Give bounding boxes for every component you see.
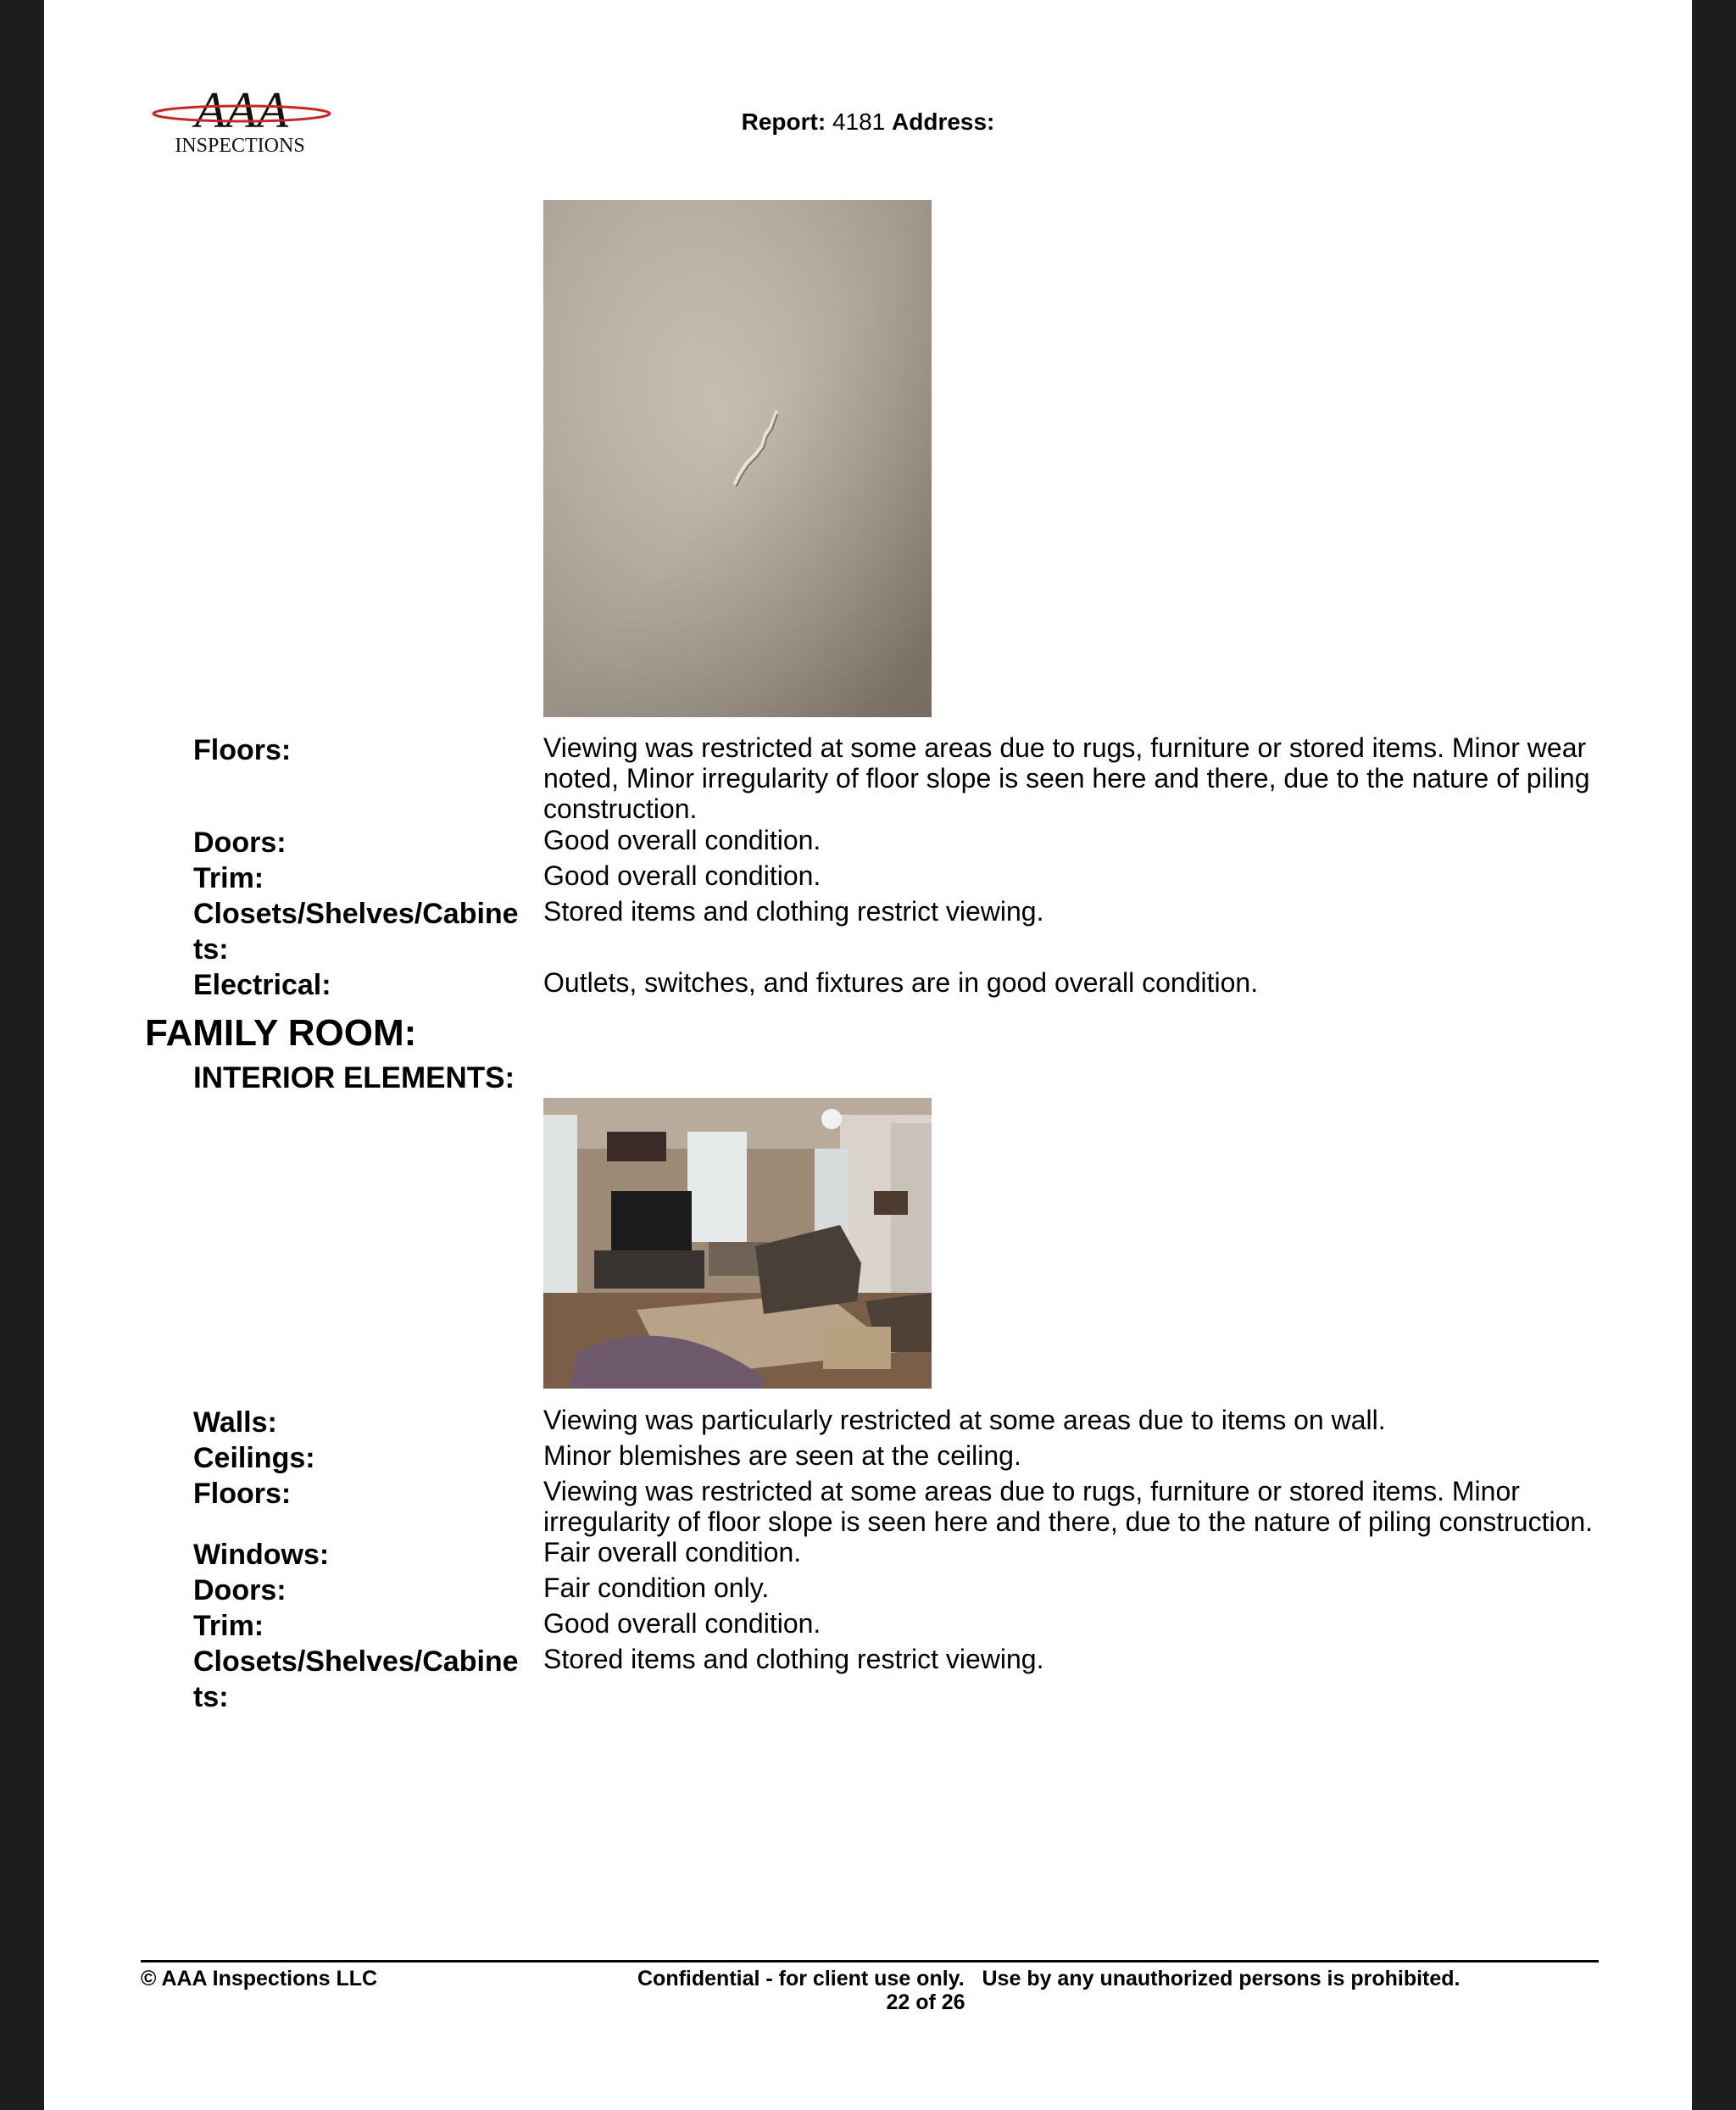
closets-label: Closets/Shelves/Cabine ts: — [193, 898, 519, 966]
family-trim-label: Trim: — [193, 1610, 264, 1642]
electrical-label: Electrical: — [193, 969, 331, 1001]
doors-value: Good overall condition. — [543, 825, 821, 855]
doors-label: Doors: — [193, 827, 287, 859]
trim-label: Trim: — [193, 862, 264, 894]
family-room-title: FAMILY ROOM: — [145, 1012, 417, 1054]
footer-confidential: Confidential - for client use only. Use by any unauthorized persons is prohibited. — [637, 1967, 1461, 1990]
family-doors-label: Doors: — [193, 1574, 287, 1606]
windows-value: Fair overall condition. — [543, 1537, 802, 1567]
electrical-value: Outlets, switches, and fixtures are in good overall condition. — [543, 967, 1259, 998]
trim-value: Good overall condition. — [543, 860, 821, 891]
report-label: Report: — [741, 109, 826, 135]
floors-label: Floors: — [193, 734, 292, 766]
family-trim-value: Good overall condition. — [543, 1608, 821, 1639]
footer-divider — [141, 1960, 1599, 1962]
windows-label: Windows: — [193, 1539, 330, 1571]
family-closets-value: Stored items and clothing restrict viewing. — [543, 1644, 1044, 1674]
report-number: 4181 — [832, 109, 886, 135]
address-label: Address: — [892, 109, 995, 135]
footer-copyright: © AAA Inspections LLC — [141, 1967, 378, 1990]
walls-value: Viewing was particularly restricted at some areas due to items on wall. — [543, 1405, 1386, 1435]
report-page — [44, 0, 1692, 2110]
closets-value: Stored items and clothing restrict viewing. — [543, 896, 1044, 927]
photo-family-room — [543, 1098, 932, 1389]
report-header — [44, 109, 1692, 136]
family-room-photo-icon — [543, 1098, 932, 1389]
photo-wall-crack — [543, 200, 932, 717]
family-doors-value: Fair condition only. — [543, 1573, 770, 1603]
family-floors-value: Viewing was restricted at some areas due to rugs, furniture or stored items. Minor irregularity of floor slope is seen here and there, due to the nature of piling construction. — [543, 1476, 1594, 1537]
floors-value: Viewing was restricted at some areas due to rugs, furniture or stored items. Minor wear noted, Minor irregularity of floor slope is seen here and there, due to the nature of piling construction. — [543, 732, 1590, 824]
walls-label: Walls: — [193, 1406, 277, 1439]
footer-page-number: 22 of 26 — [886, 1990, 965, 2014]
interior-elements-title: INTERIOR ELEMENTS: — [193, 1061, 515, 1094]
family-floors-label: Floors: — [193, 1478, 292, 1510]
ceilings-label: Ceilings: — [193, 1442, 315, 1474]
logo-company-name: INSPECTIONS — [175, 135, 305, 157]
ceilings-value: Minor blemishes are seen at the ceiling. — [543, 1440, 1021, 1471]
svg-text:AAA: AAA — [195, 83, 288, 138]
family-closets-label: Closets/Shelves/Cabine ts: — [193, 1645, 519, 1713]
wall-crack-photo-icon — [543, 200, 932, 717]
